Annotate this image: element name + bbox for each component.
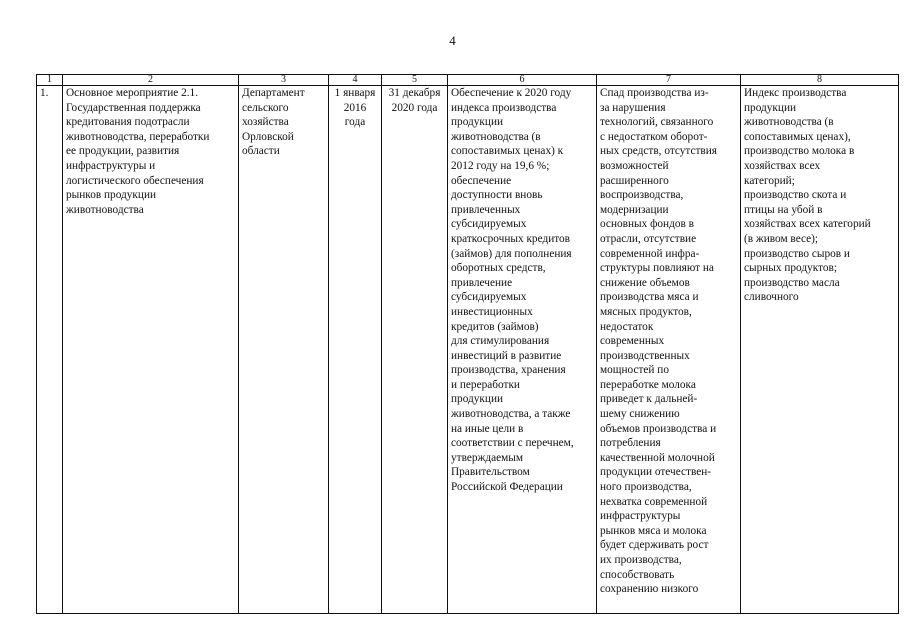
cell-line: субсидируемых — [451, 218, 527, 231]
cell-line: продукции — [451, 393, 504, 406]
cell-line: возможностей — [600, 159, 669, 172]
cell-line: птицы на убой в — [744, 203, 823, 216]
cell-line: 1 января — [334, 87, 376, 99]
cell-line: модернизации — [600, 203, 669, 216]
cell-line: современных — [600, 335, 665, 348]
cell-line: производства, хранения — [451, 364, 566, 377]
header-col-6: 6 — [448, 75, 597, 86]
cell-line: года — [344, 116, 366, 129]
cell-line: субсидируемых — [451, 291, 527, 304]
cell-line: и переработки — [451, 378, 520, 391]
header-col-5: 5 — [382, 75, 448, 86]
cell-line: 31 декабря — [388, 87, 441, 99]
cell-line: технологий, связанного — [600, 116, 714, 129]
cell-line: хозяйствах всех категорий — [744, 218, 871, 231]
cell-line: современной инфра- — [600, 247, 700, 260]
cell-line: Индекс производства — [744, 87, 847, 99]
cell-line: для стимулирования — [451, 335, 550, 348]
cell-line: инфраструктуры и — [66, 159, 156, 172]
cell-line: их производства, — [600, 554, 682, 566]
cell-line: продукции — [744, 101, 797, 114]
cell-line: качественной молочной — [600, 451, 715, 464]
cell-line: мясных продуктов, — [600, 305, 692, 318]
cell-line: животноводства (в — [744, 116, 834, 129]
cell-line: ных средств, отсутствия — [600, 145, 718, 158]
cell-line: способствовать — [600, 568, 675, 581]
cell-line: области — [242, 145, 280, 158]
cell-line: категорий; — [744, 174, 795, 187]
cell-line: инфраструктуры — [600, 510, 681, 523]
cell-line: производство сыров и — [744, 247, 850, 260]
cell-line: производственных — [600, 349, 690, 362]
header-col-1: 1 — [37, 75, 63, 86]
cell-line: шему снижению — [600, 408, 680, 421]
cell-line: сельского — [242, 101, 289, 114]
cell-line: продукции — [451, 116, 504, 129]
cell-line: Государственная поддержка — [66, 101, 201, 114]
cell-line: Департамент — [242, 87, 305, 99]
cell-line: мощностей по — [600, 364, 670, 377]
cell-line: Обеспечение к 2020 году — [451, 87, 572, 99]
cell-line: доступности вновь — [451, 189, 543, 202]
cell-line: производство масла — [744, 276, 840, 289]
header-col-3: 3 — [239, 75, 329, 86]
header-col-7: 7 — [597, 75, 741, 86]
cell-line: Орловской — [242, 130, 294, 143]
cell-line: инвестиционных — [451, 305, 533, 318]
cell-line: сопоставимых ценах) к — [451, 145, 564, 158]
cell-line: Российской Федерации — [451, 481, 563, 494]
cell-line: (в живом весе); — [744, 232, 819, 245]
cell-line: 2020 года — [391, 101, 438, 114]
table-row — [37, 86, 899, 614]
cell-line: привлечение — [451, 276, 513, 289]
cell-line: Спад производства из- — [600, 87, 709, 99]
cell-line: за нарушения — [600, 101, 666, 114]
header-row — [37, 75, 899, 86]
start-date — [329, 86, 382, 614]
cell-line: снижение объемов — [600, 276, 690, 289]
cell-line: (займов) для пополнения — [451, 247, 572, 260]
cell-line: рынков продукции — [66, 189, 157, 202]
cell-line: воспроизводства, — [600, 189, 684, 202]
cell-line: инвестиций в развитие — [451, 349, 562, 362]
expected-result — [448, 86, 597, 614]
cell-line: ного производства, — [600, 481, 692, 494]
cell-line: краткосрочных кредитов — [451, 232, 571, 245]
cell-line: соответствии с перечнем, — [451, 437, 574, 450]
page-number: 4 — [449, 33, 456, 48]
cell-line: Основное мероприятие 2.1. — [66, 87, 199, 99]
responsible-executor — [239, 86, 329, 614]
cell-line: хозяйствах всех — [744, 159, 821, 172]
cell-line: объемов производства и — [600, 422, 717, 435]
measure-name — [63, 86, 239, 614]
cell-line: с недостатком оборот- — [600, 130, 708, 143]
header-col-4: 4 — [329, 75, 382, 86]
cell-line: ее продукции, развития — [66, 145, 180, 158]
end-date — [382, 86, 448, 614]
cell-line: на иные цели в — [451, 422, 524, 435]
related-indicators — [741, 86, 899, 614]
measures-table — [36, 74, 899, 614]
cell-line: переработке молока — [600, 378, 696, 391]
cell-line: сохранению низкого — [600, 583, 699, 596]
cell-line: животноводства, а также — [451, 408, 571, 421]
cell-line: сырных продуктов; — [744, 262, 838, 275]
cell-line: приведет к дальней- — [600, 393, 698, 406]
header-col-8: 8 — [741, 75, 899, 86]
cell-line: структуры повлияют на — [600, 262, 714, 275]
row-number: 1. — [37, 86, 63, 614]
header-col-2: 2 — [63, 75, 239, 86]
cell-line: будет сдерживать рост — [600, 539, 709, 552]
cell-line: нехватка современной — [600, 495, 708, 508]
cell-line: основных фондов в — [600, 218, 694, 231]
cell-line: индекса производства — [451, 101, 557, 114]
cell-line: кредитов (займов) — [451, 320, 539, 333]
cell-line: производства мяса и — [600, 291, 699, 304]
cell-line: расширенного — [600, 174, 669, 187]
cell-line: животноводства (в — [451, 130, 541, 143]
cell-line: Правительством — [451, 466, 530, 479]
cell-line: отрасли, отсутствие — [600, 232, 697, 245]
non-implementation-consequences — [597, 86, 741, 614]
cell-line: привлеченных — [451, 203, 521, 216]
cell-line: сопоставимых ценах), — [744, 130, 851, 143]
cell-line: животноводства, переработки — [66, 130, 210, 143]
cell-line: 2012 году на 19,6 %; — [451, 159, 550, 172]
cell-line: животноводства — [66, 203, 144, 216]
cell-line: рынков мяса и молока — [600, 524, 707, 537]
cell-line: утверждаемым — [451, 451, 523, 464]
cell-line: 2016 — [343, 101, 367, 114]
cell-line: производство молока в — [744, 145, 855, 158]
cell-line: продукции отечествен- — [600, 466, 712, 479]
cell-line: потребления — [600, 437, 661, 450]
cell-line: сливочного — [744, 291, 799, 304]
cell-line: хозяйства — [242, 116, 289, 129]
cell-line: кредитования подотрасли — [66, 116, 190, 129]
cell-line: логистического обеспечения — [66, 174, 204, 187]
cell-line: производство скота и — [744, 189, 847, 202]
cell-line: оборотных средств, — [451, 262, 546, 275]
cell-line: обеспечение — [451, 174, 512, 187]
cell-line: недостаток — [600, 320, 654, 333]
